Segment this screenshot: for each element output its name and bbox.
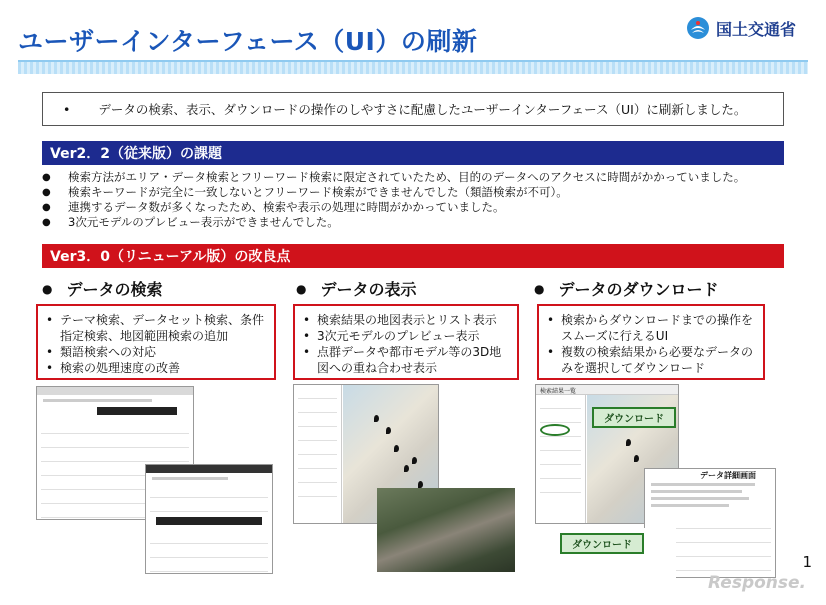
download-callout: ダウンロード <box>592 407 676 428</box>
list-item: ● 連携するデータ数が多くなったため、検索や表示の処理に時間がかかっていました。 <box>42 200 505 214</box>
search-column-heading: ● データの検索 <box>42 280 163 299</box>
page-title: ユーザーインターフェース（UI）の刷新 <box>18 27 478 56</box>
bullet-icon: ● <box>42 172 51 183</box>
download-points-box <box>537 304 765 380</box>
download-result-thumbnail: 検索結果一覧 <box>535 384 679 524</box>
list-item: • 検索結果の地図表示とリスト表示 <box>303 313 497 327</box>
bullet-icon: ● <box>296 281 307 296</box>
map-pin-icon <box>412 457 417 464</box>
bullet-icon: ● <box>42 217 51 228</box>
old-version-issues <box>42 170 745 230</box>
map-pin-icon <box>418 481 423 488</box>
list-item: ● 検索キーワードが完全に一致しないとフリーワード検索ができませんでした（類語検索が不可）。 <box>42 185 568 199</box>
map-pin-icon <box>374 415 379 422</box>
list-item: • 複数の検索結果から必要なデータのみを選択してダウンロード <box>547 345 754 375</box>
download-highlight <box>540 424 570 436</box>
3d-model-preview-thumbnail <box>377 488 515 572</box>
bullet-icon: ● <box>42 202 51 213</box>
header-band <box>18 60 808 74</box>
list-item: • 検索の処理速度の改善 <box>46 361 181 375</box>
download-column-heading: ● データのダウンロード <box>534 280 719 299</box>
display-points-box <box>293 304 519 380</box>
list-item: • テーマ検索、データセット検索、条件指定検索、地図範囲検索の追加 <box>46 313 265 343</box>
summary-text: データの検索、表示、ダウンロードの操作のしやすさに配慮したユーザーインターフェース（UI）に刷新しました。 <box>98 102 747 117</box>
watermark: Response. <box>708 573 806 593</box>
page-number: 1 <box>802 553 812 571</box>
map-pin-icon <box>394 445 399 452</box>
mlit-logo-icon <box>686 16 710 40</box>
map-pin-icon <box>626 439 631 446</box>
download-callout: ダウンロード <box>560 533 644 554</box>
list-item: • 類語検索への対応 <box>46 345 157 359</box>
detail-screen-title: データ詳細画面 <box>700 471 756 480</box>
org-logo <box>686 16 796 40</box>
list-item: • 検索からダウンロードまでの操作をスムーズに行えるUI <box>547 313 754 343</box>
map-pin-icon <box>634 455 639 462</box>
map-pin-icon <box>386 427 391 434</box>
summary-box <box>42 92 784 126</box>
display-column-heading: ● データの表示 <box>296 280 417 299</box>
summary-bullet: • <box>63 101 71 117</box>
bullet-icon: ● <box>534 281 545 296</box>
search-dialog-thumbnail <box>145 464 273 574</box>
list-item: ● 3次元モデルのプレビュー表示ができませんでした。 <box>42 215 339 229</box>
bullet-icon: ● <box>42 281 53 296</box>
list-item: • 3次元モデルのプレビュー表示 <box>303 329 480 343</box>
map-pin-icon <box>404 465 409 472</box>
new-version-heading: Ver3．0（リニューアル版）の改良点 <box>42 244 784 268</box>
list-item: ● 検索方法がエリア・データ検索とフリーワード検索に限定されていたため、目的のデータへのアクセスに時間がかかっていました。 <box>42 170 746 184</box>
list-item: • 点群データや都市モデル等の3D地図への重ね合わせ表示 <box>303 345 502 375</box>
search-points-box <box>36 304 276 380</box>
bullet-icon: ● <box>42 187 51 198</box>
old-version-heading: Ver2．2（従来版）の課題 <box>42 141 784 165</box>
org-name: 国土交通省 <box>715 19 796 39</box>
